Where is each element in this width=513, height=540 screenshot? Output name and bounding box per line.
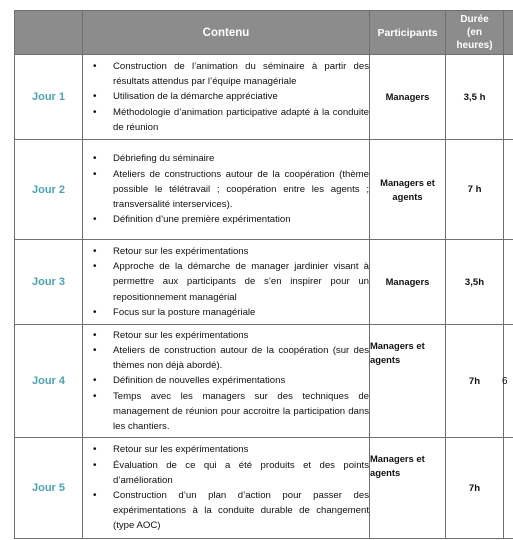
- header-day-cell: [15, 11, 83, 55]
- header-participants: Participants: [370, 11, 446, 55]
- content-cell: [83, 55, 370, 140]
- table-row: [15, 438, 513, 539]
- extra-cell: [504, 240, 513, 325]
- list-item: • Ateliers de construction autour de la coopération (sur des thèmes non déjà abordé).: [113, 343, 369, 373]
- duration-cell: 3,5h: [446, 240, 504, 325]
- content-cell: [83, 140, 370, 240]
- duration-cell: 3,5 h: [446, 55, 504, 140]
- day-label: Jour 5: [15, 438, 83, 539]
- content-list: [83, 328, 369, 434]
- table-row: [15, 55, 513, 140]
- list-item: • Construction d’un plan d’action pour passer des expérimentations à la conduite durable de changement (type AOC): [113, 488, 369, 534]
- list-item: • Focus sur la posture managériale: [113, 305, 369, 320]
- header-duree-line2: (en: [467, 27, 482, 38]
- list-item: • Définition d’une première expérimentation: [113, 212, 369, 227]
- header-duree-line1: Durée: [460, 14, 489, 25]
- list-item: • Temps avec les managers sur des techniques de management de réunion pour accroitre la participation dans les chantiers.: [113, 389, 369, 435]
- participants-cell: Managers: [370, 55, 446, 140]
- edge-fragment: 6: [502, 375, 508, 387]
- list-item: • Utilisation de la démarche appréciative: [113, 89, 369, 104]
- extra-cell: [504, 325, 513, 438]
- header-contenu: Contenu: [83, 11, 370, 55]
- header-duree: [446, 11, 504, 55]
- content-cell: [83, 325, 370, 438]
- list-item: • Retour sur les expérimentations: [113, 328, 369, 343]
- day-label: Jour 1: [15, 55, 83, 140]
- duration-cell: 7 h: [446, 140, 504, 240]
- list-item: • Débriefing du séminaire: [113, 151, 369, 166]
- content-list: [83, 244, 369, 320]
- content-list: [83, 442, 369, 533]
- list-item: • Évaluation de ce qui a été produits et des points d’amélioration: [113, 458, 369, 488]
- header-duree-line3: heures): [456, 40, 493, 51]
- content-cell: [83, 240, 370, 325]
- table-row: [15, 140, 513, 240]
- participants-cell: Managers et agents: [370, 140, 446, 240]
- day-label: Jour 3: [15, 240, 83, 325]
- content-list: [83, 59, 369, 135]
- participants-cell: Managers et agents: [370, 438, 446, 539]
- extra-cell: [504, 140, 513, 240]
- table-row: [15, 240, 513, 325]
- participants-cell: Managers: [370, 240, 446, 325]
- participants-cell: Managers et agents: [370, 325, 446, 438]
- header-row: [15, 11, 513, 55]
- list-item: • Approche de la démarche de manager jardinier visant à permettre aux participants de s’en inspirer pour un repositionnement managérial: [113, 259, 369, 305]
- extra-cell: [504, 55, 513, 140]
- content-list: [83, 151, 369, 227]
- header-extra-cell: [504, 11, 513, 55]
- list-item: • Construction de l’animation du séminaire à partir des résultats attendus par l’équipe managériale: [113, 59, 369, 89]
- day-label: Jour 2: [15, 140, 83, 240]
- list-item: • Définition de nouvelles expérimentations: [113, 373, 369, 388]
- content-cell: [83, 438, 370, 539]
- list-item: • Retour sur les expérimentations: [113, 442, 369, 457]
- day-label: Jour 4: [15, 325, 83, 438]
- list-item: • Ateliers de constructions autour de la coopération (thème possible le télétravail ; coopération entre les agents ; transversalité interservices).: [113, 167, 369, 213]
- list-item: • Méthodologie d’animation participative adapté à la conduite de réunion: [113, 105, 369, 135]
- duration-cell: 7h: [446, 325, 504, 438]
- table-row: [15, 325, 513, 438]
- extra-cell: [504, 438, 513, 539]
- program-table: [14, 10, 513, 539]
- duration-cell: 7h: [446, 438, 504, 539]
- list-item: • Retour sur les expérimentations: [113, 244, 369, 259]
